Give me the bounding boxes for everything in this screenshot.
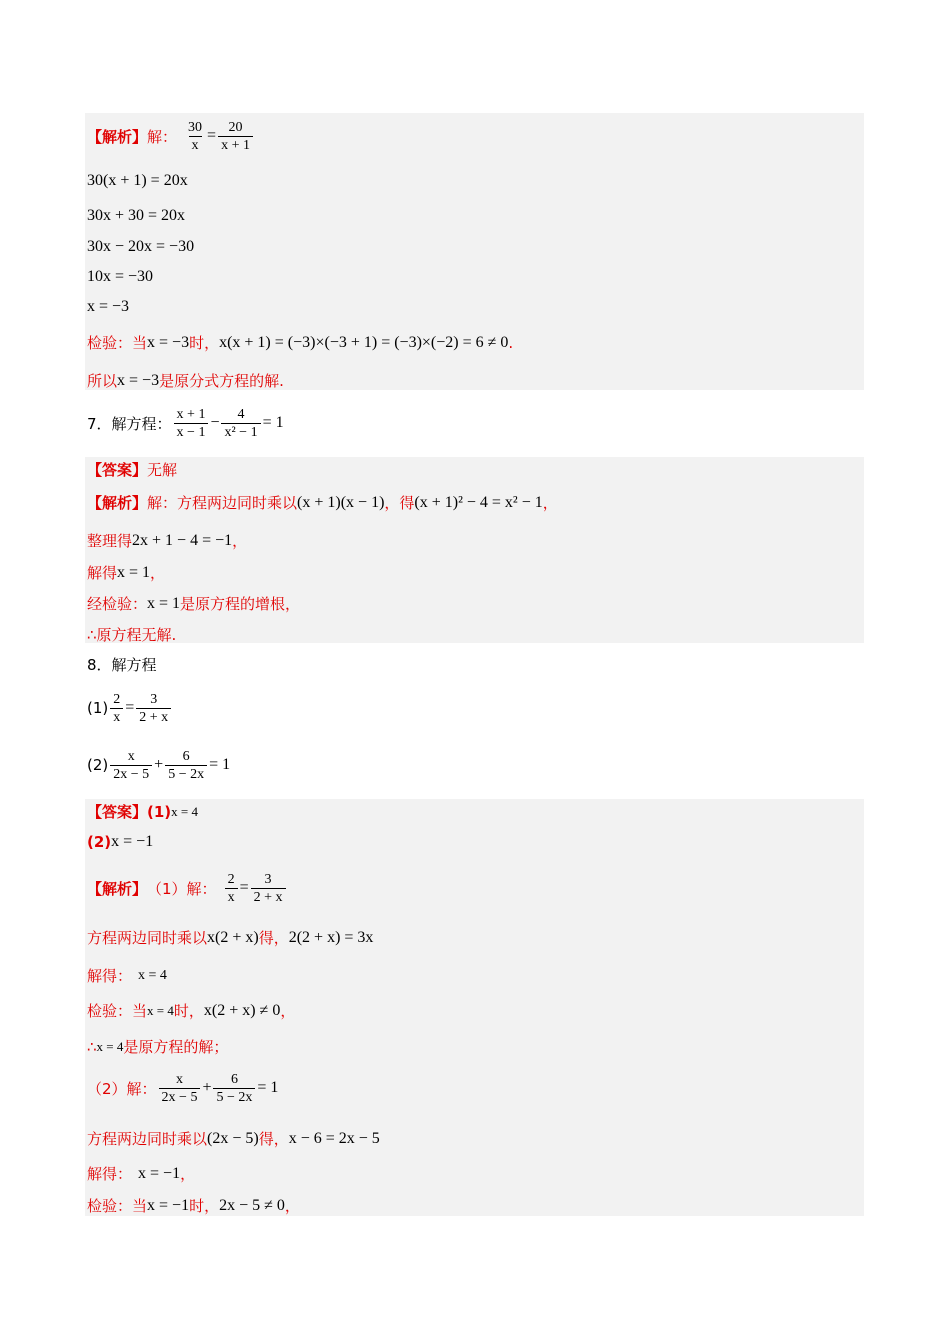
solution-text: 是原方程的解； (123, 1038, 229, 1056)
part-label: (2) (87, 756, 109, 774)
solution-line (87, 1000, 295, 1021)
math-expr: x = 1 (117, 563, 151, 581)
fraction: $\frac{6}{5 - 2x}$ (165, 748, 207, 783)
math-expr: 2x + 1 − 4 = −1 (132, 531, 233, 549)
part-label: (1) (87, 699, 109, 717)
solution-text: 解得 (87, 564, 118, 582)
solution-line (87, 1128, 380, 1149)
solution-text: 得， (258, 929, 289, 947)
fraction: $\frac{4}{\text{x² − 1}}$ (221, 406, 260, 441)
math-expr: x = −1 (111, 833, 154, 850)
solution-text: 时， (173, 1002, 204, 1020)
equation-step: x = −3 (87, 298, 130, 315)
solution-text: （1）解： (147, 879, 217, 898)
fraction: $\frac{30}{x}$ (188, 119, 203, 153)
solution-line (87, 1163, 195, 1184)
check-line (87, 332, 513, 353)
fraction: $\frac{x}{2x - 5}$ (159, 1071, 201, 1106)
jiexi-label: 【解析】 (87, 494, 148, 512)
math-expr: 2(2 + x) = 3x (288, 928, 374, 946)
conclusion-text: 所以 (87, 372, 118, 390)
solution-text: ， (284, 1197, 300, 1215)
solution-text: 是原方程的增根， (180, 595, 301, 613)
jiexi-label: 【解析】 (87, 127, 148, 146)
solution-text: 时， (189, 1197, 220, 1215)
question-8-part-1: (1) $\frac{2}{x}$ = $\frac{3}{2 + x}$ (87, 686, 173, 730)
math-expr: x(2 + x) ≠ 0 (203, 1001, 281, 1019)
solution-text: （2）解： (87, 1079, 157, 1098)
check-text: 时， (189, 334, 220, 352)
fraction: $\frac{3}{2 + x}$ (136, 691, 171, 726)
solution-text: 经检验： (87, 595, 148, 613)
jiexi-label: 【解析】 (87, 879, 148, 898)
equation-step: 10x = −30 (87, 268, 154, 285)
solution-text: ， (150, 564, 166, 582)
math-expr: x = −1 (138, 1164, 181, 1182)
math-expr: (2x − 5) (207, 1129, 259, 1147)
conclusion-line (87, 370, 284, 391)
solution-line (87, 1195, 300, 1216)
solution-text: 方程两边同时乘以 (87, 929, 208, 947)
math-expr: (x + 1)(x − 1) (297, 493, 385, 511)
fraction: $\frac{3}{2 + x}$ (251, 871, 286, 906)
math-expr: x = 4 (138, 967, 167, 983)
question-8-part-2: (2) $\frac{x}{2x - 5}$ + $\frac{6}{5 - 2x}$ = 1 (87, 748, 231, 782)
solution-line (87, 593, 300, 614)
math-expr: (x + 1)² − 4 = x² − 1 (414, 493, 543, 511)
question-number: 7．解方程： (87, 414, 172, 433)
solution-text: ， (180, 1165, 196, 1183)
part-label: (1) (147, 802, 172, 821)
solution-text: ， (232, 532, 248, 550)
jie-text: 解： (147, 127, 178, 146)
solution-line: ∴原方程无解. (87, 626, 177, 644)
solution-text: 解：方程两边同时乘以 (147, 494, 298, 512)
solution-text: 检验：当 (87, 1002, 148, 1020)
fraction: $\frac{x + 1}{x - 1}$ (174, 406, 209, 441)
solution-line: 【解析】 （1）解： $\frac{2}{x}$ = $\frac{3}{2 + x}$ (87, 866, 288, 910)
math-expr: x = 1 (147, 594, 181, 612)
solution-line (87, 965, 167, 986)
fraction: $\frac{x}{2x - 5}$ (110, 748, 152, 783)
question-8-title: 8．解方程 (87, 656, 157, 674)
answer-line (87, 459, 177, 480)
math-expr: x = −1 (147, 1196, 190, 1214)
solution-text: 方程两边同时乘以 (87, 1130, 208, 1148)
math-expr: x = −3 (147, 333, 190, 351)
part-label: (2) (87, 833, 112, 851)
math-expr: 2x − 5 ≠ 0 (219, 1196, 285, 1214)
fraction: $\frac{6}{5 - 2x}$ (213, 1071, 255, 1106)
solution-line (87, 562, 165, 583)
solution-text: ， (280, 1002, 296, 1020)
solution-line (87, 1036, 228, 1057)
solution-text: 解得： (87, 967, 133, 985)
math-expr: x = −3 (117, 371, 160, 389)
check-text: . (508, 333, 514, 352)
fraction: $\frac{20}{x + 1}$ (218, 119, 253, 154)
math-expr: x(2 + x) (207, 928, 259, 946)
fraction: $\frac{2}{x}$ (110, 691, 123, 726)
daan-label: 【答案】 (87, 461, 148, 479)
solution-text: 解得： (87, 1165, 133, 1183)
solution-line (87, 927, 373, 948)
equation-step: 30(x + 1) = 20x (87, 172, 188, 189)
math-expr: x = 4 (171, 803, 199, 819)
math-expr: x − 6 = 2x − 5 (288, 1129, 380, 1147)
equation-step: 30x + 30 = 20x (87, 207, 186, 224)
solution-text: ∴ (87, 1037, 97, 1056)
equation-step: 30x − 20x = −30 (87, 238, 195, 255)
answer-text: 无解 (147, 461, 178, 479)
math-expr: x(x + 1) = (−3)×(−3 + 1) = (−3)×(−2) = 6 ≠ 0 (219, 333, 509, 351)
daan-label: 【答案】 (87, 803, 148, 821)
block1-header: 【解析】 解： $\frac{30}{x}$ = $\frac{20}{x + 1}$ (87, 116, 255, 156)
solution-text: 检验：当 (87, 1197, 148, 1215)
solution-text: 整理得 (87, 532, 133, 550)
conclusion-text: 是原分式方程的解. (159, 372, 284, 390)
solution-line (87, 530, 247, 551)
solution-text: 得， (258, 1130, 289, 1148)
answer-line (87, 833, 153, 851)
fraction: $\frac{2}{x}$ (225, 871, 238, 906)
question-7: 7．解方程： $\frac{x + 1}{x - 1}$ − $\frac{4}{\text{x² − 1}}$ = 1 (87, 406, 284, 440)
solution-text: ，得 (384, 494, 415, 512)
check-text: 检验：当 (87, 334, 148, 352)
math-expr: x = 4 (147, 1002, 174, 1018)
solution-line: （2）解： $\frac{x}{2x - 5}$ + $\frac{6}{5 - 2x}$ = 1 (87, 1071, 279, 1105)
answer-line (87, 801, 198, 822)
solution-text: ， (542, 494, 558, 512)
math-expr: x = 4 (96, 1038, 124, 1054)
solution-line (87, 492, 558, 513)
